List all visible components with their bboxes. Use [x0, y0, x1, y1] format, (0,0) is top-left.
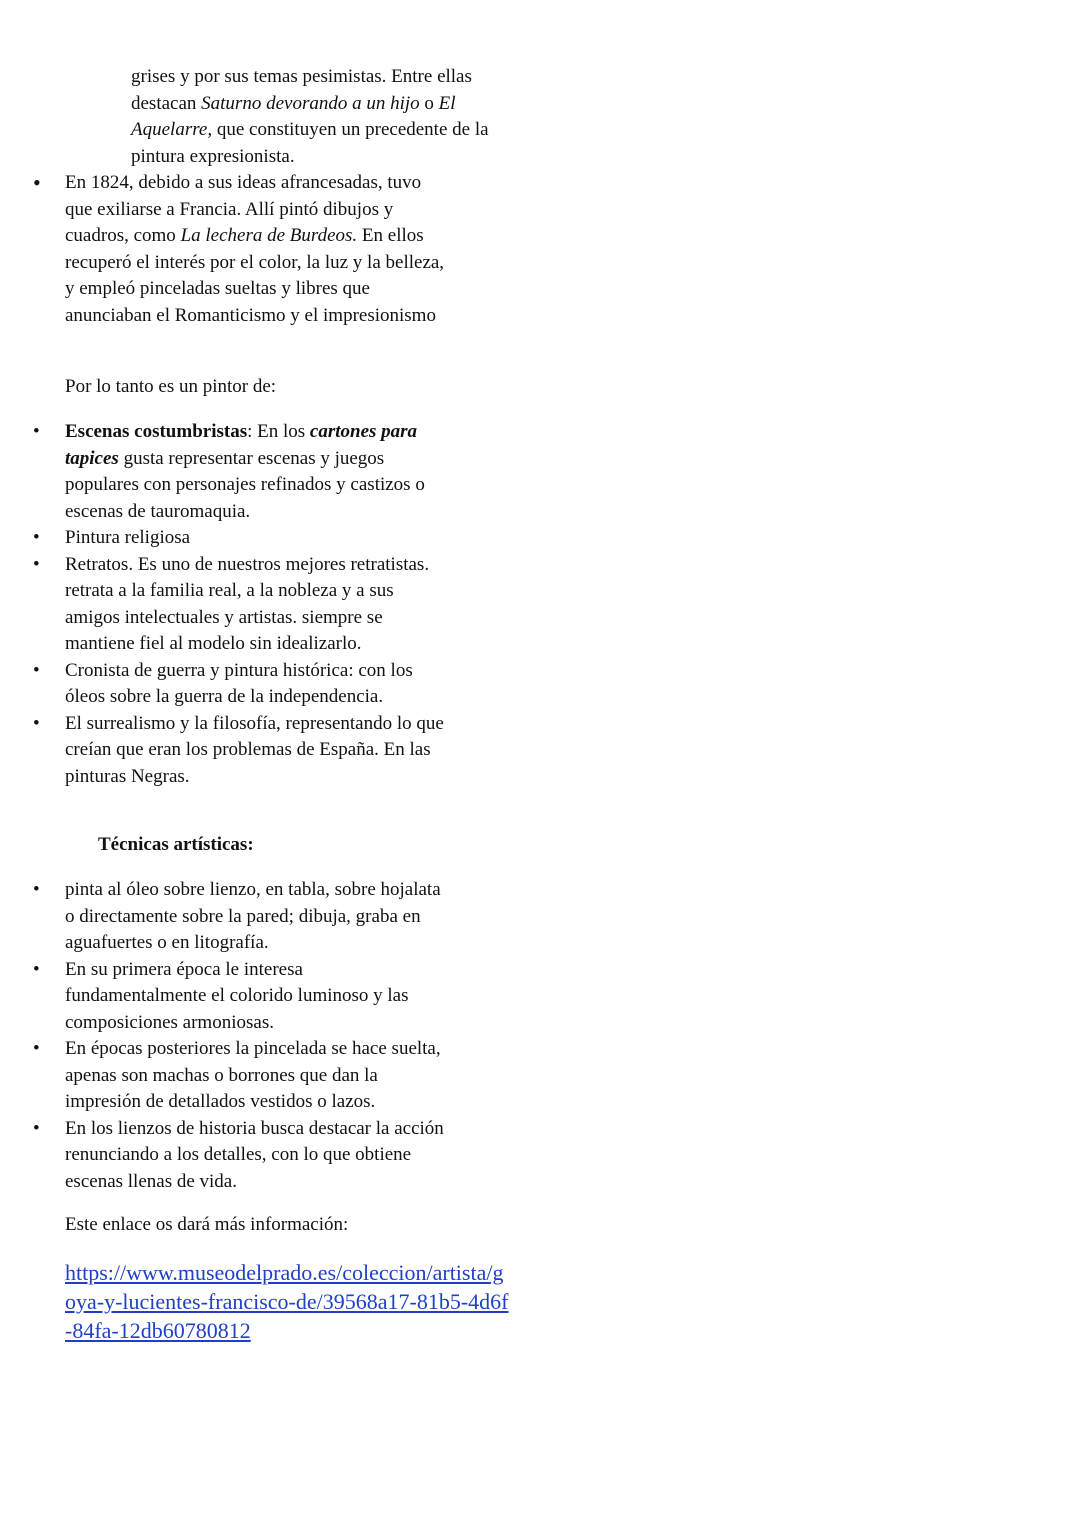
- list-item: • El surrealismo y la filosofía, representando lo que creían que eran los problemas de España. En las pinturas Negras.: [33, 712, 444, 787]
- list-item: • En 1824, debido a sus ideas afrancesadas, tuvo que exiliarse a Francia. Allí pintó dibujos y cuadros, como La lechera de Burdeos. En ellos recuperó el interés por el color, la luz y la belleza, y empleó pinceladas sueltas y libres que anunciaban el Romanticismo y el impresionismo: [33, 170, 445, 326]
- paragraph-line: pintura expresionista.: [131, 145, 295, 167]
- list-item: • pinta al óleo sobre lienzo, en tabla, sobre hojalata o directamente sobre la pared; dibuja, graba en aguafuertes o en litografía.: [33, 879, 441, 953]
- list-item: • En los lienzos de historia busca destacar la acción renunciando a los detalles, con lo que obtiene escenas llenas de vida.: [33, 1117, 444, 1192]
- list-item: • En su primera época le interesa fundamentalmente el colorido luminoso y las composiciones armoniosas.: [33, 958, 409, 1033]
- continued-paragraph: [131, 64, 531, 170]
- term-bold: Escenas costumbristas: [65, 421, 248, 442]
- techniques-list: [0, 877, 445, 1195]
- bullet-icon: •: [33, 1117, 40, 1139]
- artwork-title: Saturno devorando a un hijo: [201, 92, 420, 114]
- paragraph-line: grises y por sus temas pesimistas. Entre ellas: [131, 66, 472, 87]
- term-bold-italic: cartones para tapices: [65, 421, 418, 469]
- bullet-icon: •: [33, 659, 40, 681]
- list-item: • Retratos. Es uno de nuestros mejores retratistas. retrata a la familia real, a la nobleza y a sus amigos intelectuales y artistas. siempre se mantiene fiel al modelo sin idealizarlo.: [33, 553, 430, 654]
- artwork-title: El: [438, 92, 456, 114]
- list-item: • Escenas costumbristas: En los cartones para tapices gusta representar escenas y juegos populares con personajes refinados y castizos o escenas de tauromaquia.: [33, 421, 425, 522]
- intro-paragraph: Por lo tanto es un pintor de:: [65, 376, 277, 397]
- exile-list: [0, 170, 445, 329]
- bullet-icon: •: [33, 421, 40, 442]
- bullet-icon: •: [33, 1038, 40, 1059]
- list-item: • Pintura religiosa: [0, 525, 445, 552]
- link-intro: Este enlace os dará más información:: [65, 1214, 349, 1235]
- bullet-icon: •: [33, 958, 40, 980]
- painter-types-list: [0, 419, 445, 790]
- artwork-title: Aquelarre,: [131, 119, 213, 140]
- bullet-icon: •: [33, 879, 40, 900]
- list-item: • En épocas posteriores la pincelada se hace suelta, apenas son machas o borrones que dan la impresión de detallados vestidos o lazos.: [33, 1038, 441, 1112]
- list-item: • Cronista de guerra y pintura histórica: con los óleos sobre la guerra de la independencia.: [33, 659, 413, 707]
- bullet-icon: •: [33, 170, 41, 195]
- museum-link[interactable]: https://www.museodelprado.es/coleccion/artista/goya-y-lucientes-francisco-de/39568a17-81b5-4d6f-84fa-12db60780812: [65, 1260, 509, 1343]
- bullet-icon: •: [33, 527, 40, 548]
- section-heading: Técnicas artísticas:: [98, 834, 254, 855]
- bullet-icon: •: [33, 553, 40, 575]
- paragraph-line: destacan Saturno devorando a un hijo o El: [131, 92, 456, 114]
- artwork-title: La lechera de Burdeos.: [180, 225, 358, 246]
- bullet-icon: •: [33, 712, 40, 734]
- paragraph-line: Aquelarre, que constituyen un precedente de la: [131, 119, 489, 140]
